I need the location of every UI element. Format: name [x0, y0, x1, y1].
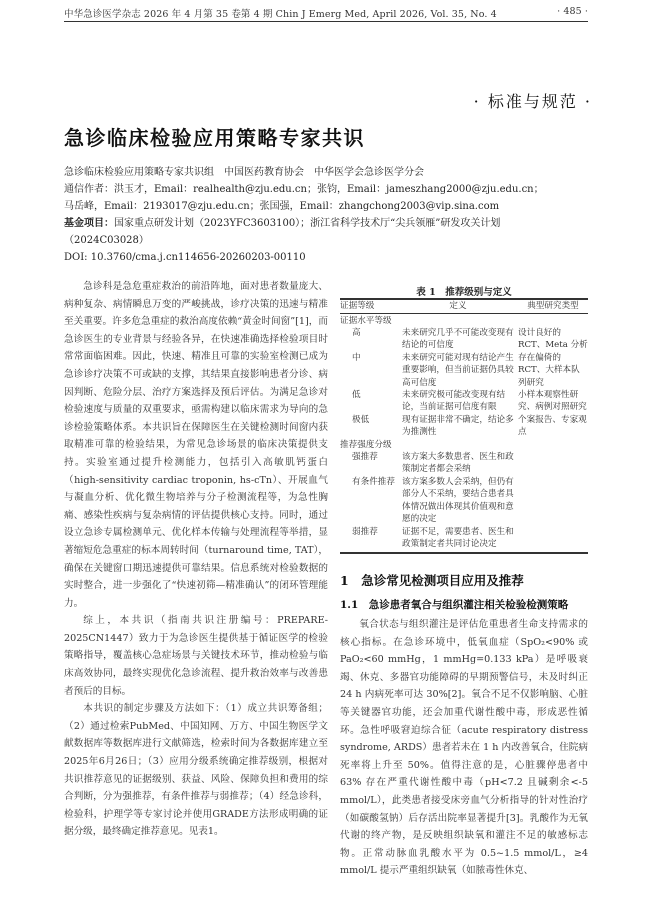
table-cell-level: 极低 — [352, 415, 370, 425]
doi: DOI: 10.3760/cma.j.cn114656-20260203-00110 — [64, 252, 306, 263]
table-cell-definition: 该方案多数人会采纳，但仍有部分人不采纳，要结合患者具体情况做出体现其价值观和意愿的决定 — [402, 477, 514, 525]
funding-text: 国家重点研发计划（2023YFC3603100）；浙江省科学技术厅“尖兵领雁”研发攻关计划 — [114, 218, 501, 229]
table-header-rule — [340, 313, 588, 314]
journal-header: 中华急诊医学杂志 2026 年 4 月第 35 卷第 4 期 Chin J Emerg Med, April 2026, Vol. 35, No. 4 — [64, 9, 497, 20]
section-tag: · 标准与规范 · — [473, 92, 592, 111]
table-cell-type: 存在偏倚的 RCT、大样本队列研究 — [518, 353, 580, 388]
table-cell-definition: 该方案大多数患者、医生和政策制定者都会采纳 — [402, 452, 514, 475]
table-cell-type: 设计良好的 RCT、Meta 分析 — [518, 328, 588, 351]
table-bottom-rule — [340, 552, 588, 554]
table-cell-definition: 证据不足，需要患者、医生和政策制定者共同讨论决定 — [402, 527, 514, 550]
table-cell-definition: 未来研究几乎不可能改变现有结论的可信度 — [402, 328, 514, 351]
table-cell-type: 个案报告、专家观点 — [518, 415, 587, 438]
table-cell-definition: 未来研究可能对现有结论产生重要影响，但当前证据仍具较高可信度 — [402, 353, 514, 388]
table-caption: 表 1 推荐级别与定义 — [416, 287, 512, 298]
table-header-cell: 定义 — [449, 301, 467, 311]
right-column — [340, 616, 588, 880]
table-group-label: 证据水平等级 — [340, 316, 392, 326]
correspondence-line-2: 马岳峰，Email：2193017@zju.edu.cn；张国强，Email：zhangchong2003@vip.sina.com — [64, 201, 500, 212]
table-cell-level: 高 — [352, 328, 361, 338]
page-number: · 485 · — [557, 6, 588, 17]
table-cell-definition: 未来研究极可能改变现有结论，当前证据可信度有限 — [402, 390, 506, 413]
table-header-cell: 典型研究类型 — [527, 301, 579, 311]
table-group-label: 推荐强度分级 — [340, 440, 392, 450]
funding-line-2: （2024C03028） — [64, 235, 149, 246]
subsection-heading-1-1: 1.1 急诊患者氧合与组织灌注相关检验检测策略 — [340, 599, 569, 611]
table-cell-level: 强推荐 — [352, 452, 378, 462]
table-cell-level: 有条件推荐 — [352, 477, 395, 487]
intro-paragraph-3: 本共识的制定步骤及方法如下：（1）成立共识筹备组；（2）通过检索PubMed、中国知网、万方、中国生物医学文献数据库等数据库进行文献筛选，检索时间为各数据库建立至2025年6月26日；（3）应用分级系统确定推荐级别，根据对共识推荐意见的证据级别、获益、风险、保障负担和费用的综合判断，分为强推荐，有条件推荐与弱推荐；（4）经急诊科，检验科，护理学等专家讨论并使用GRADE方法形成明确的证据分级，最终确定推荐意见。见表1。 — [64, 703, 328, 838]
author-groups: 急诊临床检验应用策略专家共识组 中国医药教育协会 中华医学会急诊医学分会 — [64, 167, 424, 178]
table-cell-level: 弱推荐 — [352, 527, 378, 537]
table-cell-level: 低 — [352, 390, 361, 400]
article-title: 急诊临床检验应用策略专家共识 — [64, 126, 365, 150]
table-cell-definition: 现有证据非常不确定，结论多为推测性 — [402, 415, 514, 438]
funding-label: 基金项目： — [64, 218, 114, 229]
section-paragraph-1: 氧合状态与组织灌注是评估危重患者生命支持需求的核心指标。在急诊环境中，低氧血症（SpO₂<90% 或 PaO₂<60 mmHg，1 mmHg=0.133 kPa）是呼吸衰竭、休克、多器官功能障碍的早期预警信号，未及时纠正 24 h 内病死率可达 30%[2]。氧合不足不仅影响脑、心脏等关键器官功能，还会加重代谢性酸中毒，形成恶性循环。急性呼吸窘迫综合征（acute respiratory distress syndrome, ARDS）患者若未在 1 h 内改善氧合，住院病死率将上升至 50%。值得注意的是，心脏骤停患者中 63% 存在严重代谢性酸中毒（pH<7.2 且碱剩余<-5 mmol/L），此类患者接受床旁血气分析指导的针对性治疗（如碳酸氢钠）后存活出院率显著提升[3]。乳酸作为无氧代谢的终产物，是反映组织缺氧和灌注不足的敏感标志物。正常动脉血乳酸水平为 0.5~1.5 mmol/L，≥4 mmol/L 提示严重组织缺氧（如脓毒性休克、 — [340, 619, 588, 877]
intro-paragraph-1: 急诊科是急危重症救治的前沿阵地，面对患者数量庞大、病种复杂、病情瞬息万变的严峻挑战，诊疗决策的迅速与精准至关重要。许多危急重症的救治高度依赖“黄金时间窗”[1]，而急诊医生的专业背景与经验各异，在快速准确选择检验项目时常常面临困难。因此，快速、精准且可靠的实验室检测已成为急诊诊疗决策不可或缺的支撑，其结果直接影响患者分诊、病因判断、危险分层、治疗方案选择及预后评估。为满足急诊对检验速度与质量的双重要求，亟需构建以临床需求为导向的急诊检验策略体系。本共识旨在保障医生在关键检测时间窗内获取精准可靠的检验结果，为常见急诊场景的临床决策提供支持。实验室通过提升检测能力，包括引入高敏肌钙蛋白（high-sensitivity cardiac troponin, hs-cTn）、开展血气与凝血分析、优化微生物培养与分子检测流程等，为急性胸痛、感染性疾病与复杂病情的评估提供核心支持。同时，通过设立急诊专属检测单元、优化样本传输与处理流程等举措，显著缩短危急重症的标本周转时间（turnaround time, TAT），确保在关键窗口期迅速提供可靠结果。信息系统对检验数据的实时整合，进一步强化了“快速初筛—精准确认”的闭环管理能力。 — [64, 281, 328, 609]
table-cell-type: 小样本观察性研究、病例对照研究 — [518, 390, 587, 413]
table-header-cell: 证据等级 — [340, 301, 375, 311]
correspondence-line-1: 通信作者：洪玉才，Email：realhealth@zju.edu.cn；张钧，Email：jameszhang2000@zju.edu.cn； — [64, 184, 544, 195]
intro-paragraph-2: 综上，本共识（指南共识注册编号：PREPARE-2025CN1447）致力于为急诊医生提供基于循证医学的检验策略指导，覆盖核心急症场景与关键技术环节，推动检验与临床高效协同，最终实现优化急诊流程、提升救治效率与改善患者预后的目标。 — [64, 615, 328, 697]
header-rule — [64, 21, 588, 22]
left-column — [64, 278, 328, 841]
table-cell-level: 中 — [352, 353, 361, 363]
section-heading-1: 1 急诊常见检测项目应用及推荐 — [340, 573, 524, 588]
funding-line-1 — [64, 215, 500, 232]
